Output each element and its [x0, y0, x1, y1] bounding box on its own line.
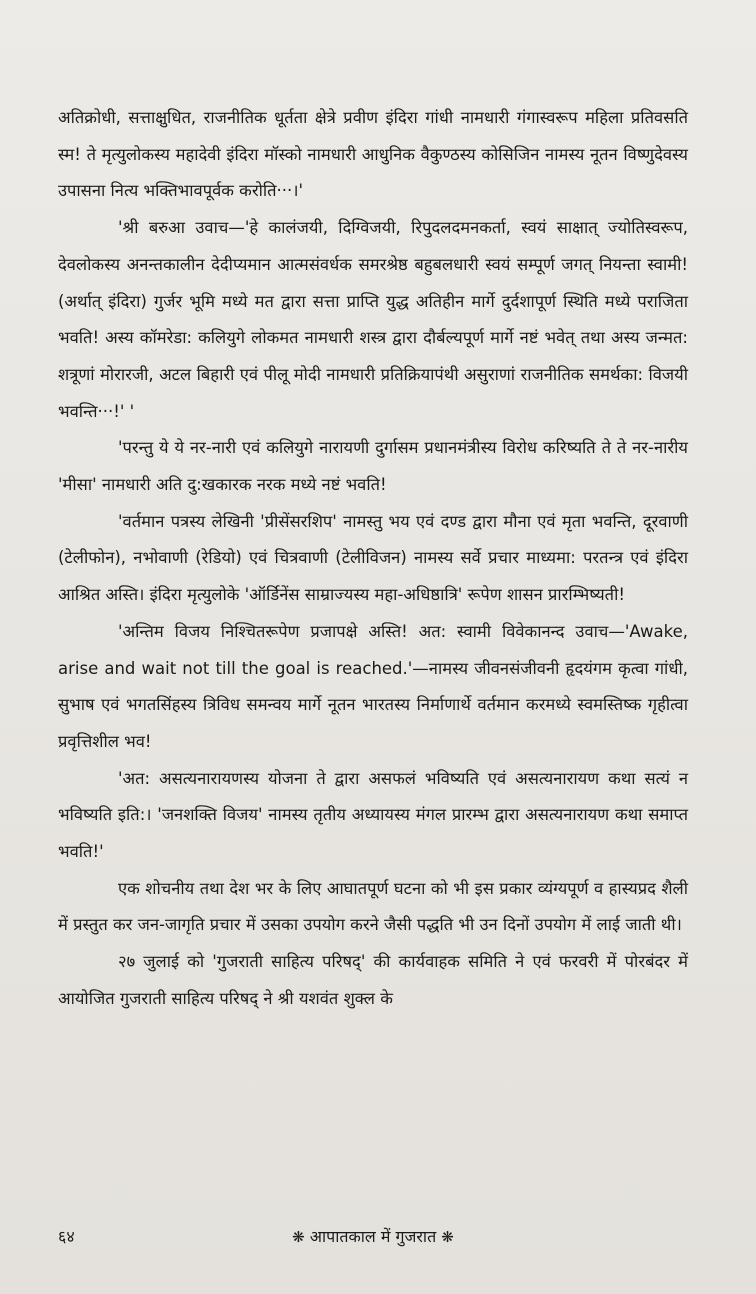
- paragraph-press-censorship: 'वर्तमान पत्रस्य लेखिनी 'प्रीसेंसरशिप' नामस्तु भय एवं दण्ड द्वारा मौना एवं मृता भवन्ति, दूरवाणी (टेलीफोन), नभोवाणी (रेडियो) एवं चित्रवाणी (टेलीविजन) नामस्य सर्वे प्रचार माध्यमा: परतन्त्र एवं इंदिरा आश्रित अस्ति। इंदिरा मृत्युलोके 'ऑर्डिनेंस साम्राज्यस्य महा-अधिष्ठात्रि' रूपेण शासन प्रारम्भिष्यती!: [58, 511, 688, 605]
- page-footer: [58, 1225, 688, 1255]
- paragraph-misa: 'परन्तु ये ये नर-नारी एवं कलियुगे नारायणी दुर्गासम प्रधानमंत्रीस्य विरोध करिष्यति ते ते नर-नारीय 'मीसा' नामधारी अति दु:खकारक नरक मध्ये नष्टं भवति!: [58, 438, 688, 495]
- running-title: [58, 1225, 688, 1247]
- ornament-left-icon: ❋: [292, 1228, 305, 1246]
- paragraph-asatyanarayan: 'अत: असत्यनारायणस्य योजना ते द्वारा असफलं भविष्यति एवं असत्यनारायण कथा सत्यं न भविष्यति इति:। 'जनशक्ति विजय' नामस्य तृतीय अध्यायस्य मंगल प्रारम्भ द्वारा असत्यनारायण कथा समाप्त भवति!': [58, 768, 688, 862]
- paragraph-barua-speech: 'श्री बरुआ उवाच—'हे कालंजयी, दिग्विजयी, रिपुदलदमनकर्ता, स्वयं साक्षात् ज्योतिस्वरूप, देवलोकस्य अनन्तकालीन देदीप्यमान आत्मसंवर्धक समरश्रेष्ठ बहुबलधारी स्वयं सम्पूर्ण जगत् नियन्ता स्वामी! (अर्थात् इंदिरा) गुर्जर भूमि मध्ये मत द्वारा सत्ता प्राप्ति युद्ध अतिहीन मार्गे दुर्दशापूर्ण स्थिति मध्ये पराजिता भवति! अस्य कॉमरेडा: कलियुगे लोकमत नामधारी शस्त्र द्वारा दौर्बल्यपूर्ण मार्गे नष्टं भवेत् तथा अस्य जन्मत: शत्रूणां मोरारजी, अटल बिहारी एवं पीलू मोदी नामधारी प्रतिक्रियापंथी असुराणां राजनीतिक समर्थका: विजयी भवन्ति···!' ': [58, 218, 688, 421]
- paragraph-sahitya-parishad: २७ जुलाई को 'गुजराती साहित्य परिषद्' की कार्यवाहक समिति ने एवं फरवरी में पोरबंदर में आयोजित गुजराती साहित्य परिषद् ने श्री यशवंत शुक्ल के: [58, 952, 688, 1008]
- paragraph-satire-method: एक शोचनीय तथा देश भर के लिए आघातपूर्ण घटना को भी इस प्रकार व्यंग्यपूर्ण व हास्यप्रद शैली में प्रस्तुत कर जन-जागृति प्रचार में उसका उपयोग करने जैसी पद्धति भी उन दिनों उपयोग में लाई जाती थी।: [58, 878, 688, 935]
- paragraph-continued: अतिक्रोधी, सत्ताक्षुधित, राजनीतिक धूर्तता क्षेत्रे प्रवीण इंदिरा गांधी नामधारी गंगास्वरूप महिला प्रतिवसति स्म! ते मृत्युलोकस्य महादेवी इंदिरा मॉस्को नामधारी आधुनिक वैकुण्ठस्य कोसिजिन नामस्य नूतन विष्णुदेवस्य उपासना नित्य भक्तिभावपूर्वक करोति···।': [58, 108, 688, 201]
- ornament-right-icon: ❋: [441, 1228, 454, 1246]
- paragraph-final-victory: 'अन्तिम विजय निश्चितरूपेण प्रजापक्षे अस्ति! अत: स्वामी विवेकानन्द उवाच—'Awake, arise and wait not till the goal is reached.'—नामस्य जीवनसंजीवनी हृदयंगम कृत्वा गांधी, सुभाष एवं भगतसिंहस्य त्रिविध समन्वय मार्गे नूतन भारतस्य निर्माणार्थे वर्तमान करमध्ये स्वमस्तिष्क गृहीत्वा प्रवृत्तिशील भव!: [58, 621, 688, 751]
- running-title-text: आपातकाल में गुजरात: [309, 1227, 437, 1246]
- body-text: [58, 100, 688, 1018]
- page-number: ६४: [58, 1227, 75, 1246]
